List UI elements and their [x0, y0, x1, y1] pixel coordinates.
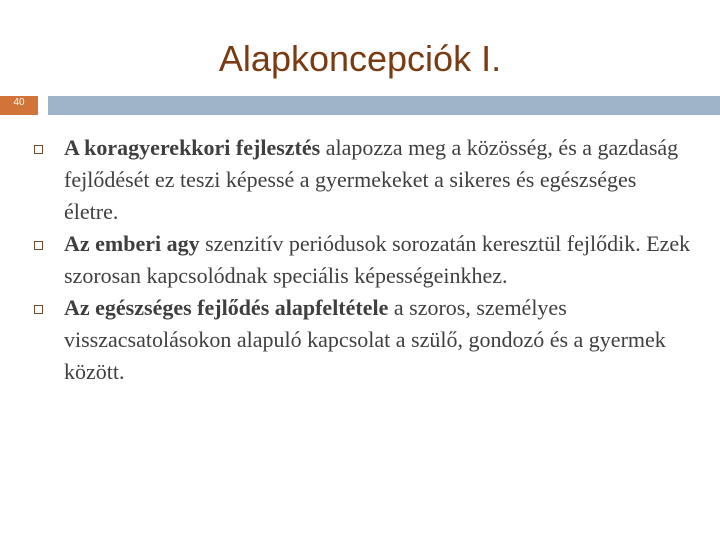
bullet-item: [34, 132, 694, 228]
bullet-bold-text: Az emberi agy: [64, 231, 200, 256]
square-bullet-icon: [34, 305, 43, 314]
bullet-list: [34, 132, 694, 388]
bullet-bold-text: A koragyerekkori fejlesztés: [64, 135, 321, 160]
bullet-text: szenzitív periódusok sorozatán keresztül fejlődik. Ezek szorosan kapcsolódnak speciális képességeinkhez.: [64, 231, 691, 288]
slide-title: Alapkoncepciók I.: [218, 38, 502, 79]
bullet-bold-text: Az egészséges fejlődés alapfeltétele: [64, 295, 389, 320]
bullet-item: [34, 292, 694, 388]
bullet-text: a szoros, személyes visszacsatolásokon alapuló kapcsolat a szülő, gondozó és a gyermek között.: [64, 295, 666, 384]
bullet-text: alapozza meg a közösség, és a gazdaság fejlődését ez teszi képessé a gyermekeket a sikeres és egészséges életre.: [64, 135, 679, 224]
square-bullet-icon: [34, 241, 43, 250]
square-bullet-icon: [34, 145, 43, 154]
header-accent-band: [48, 96, 720, 115]
slide-number: 40: [13, 97, 25, 108]
bullet-item: [34, 228, 694, 292]
